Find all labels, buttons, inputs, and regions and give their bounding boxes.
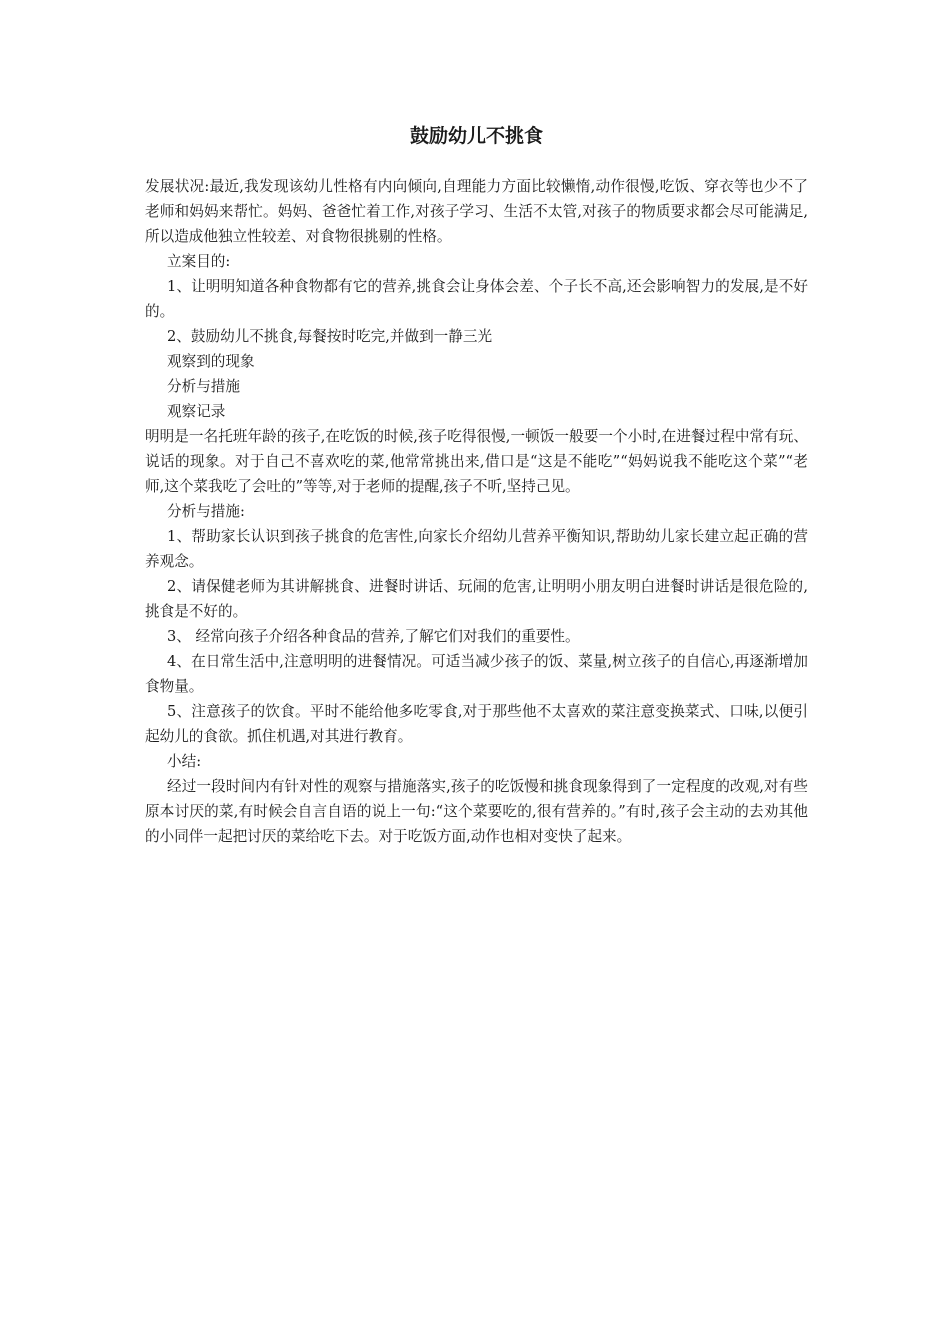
paragraph-observation-body: 明明是一名托班年龄的孩子,在吃饭的时候,孩子吃得很慢,一顿饭一般要一个小时,在进餐过程中常有玩、说话的现象。对于自己不喜欢吃的菜,他常常挑出来,借口是“这是不能吃”“妈妈说我不能吃这个菜”“老师,这个菜我吃了会吐的”等等,对于老师的提醒,孩子不听,坚持己见。 [145,428,808,495]
paragraph-measure-5: 5、注意孩子的饮食。平时不能给他多吃零食,对于那些他不太喜欢的菜注意变换菜式、口味,以便引起幼儿的食欲。抓住机遇,对其进行教育。 [145,703,808,745]
document-body [145,174,808,849]
document-title: 鼓励幼儿不挑食 [409,125,543,147]
paragraph-purpose-2: 2、鼓励幼儿不挑食,每餐按时吃完,并做到一静三光 [167,328,493,345]
paragraph-summary-heading: 小结: [167,753,202,770]
paragraph-summary-body: 经过一段时间内有针对性的观察与措施落实,孩子的吃饭慢和挑食现象得到了一定程度的改观,对有些原本讨厌的菜,有时候会自言自语的说上一句:“这个菜要吃的,很有营养的。”有时,孩子会主动的去劝其他的小同伴一起把讨厌的菜给吃下去。对于吃饭方面,动作也相对变快了起来。 [145,778,808,845]
paragraph-purpose-heading: 立案目的: [167,253,231,270]
paragraph-measure-4: 4、在日常生活中,注意明明的进餐情况。可适当减少孩子的饭、菜量,树立孩子的自信心,再逐渐增加食物量。 [145,653,808,695]
paragraph-measure-3: 3、 经常向孩子介绍各种食品的营养,了解它们对我们的重要性。 [167,628,580,645]
paragraph-measure-2: 2、请保健老师为其讲解挑食、进餐时讲话、玩闹的危害,让明明小朋友明白进餐时讲话是很危险的,挑食是不好的。 [145,578,808,620]
paragraph-purpose-1: 1、让明明知道各种食物都有它的营养,挑食会让身体会差、个子长不高,还会影响智力的发展,是不好的。 [145,278,808,320]
paragraph-development-status: 发展状况:最近,我发现该幼儿性格有内向倾向,自理能力方面比较懒惰,动作很慢,吃饭、穿衣等也少不了老师和妈妈来帮忙。妈妈、爸爸忙着工作,对孩子学习、生活不太管,对孩子的物质要求都会尽可能满足,所以造成他独立性较差、对食物很挑剔的性格。 [145,178,808,245]
paragraph-observed-phenomenon: 观察到的现象 [167,353,255,370]
paragraph-observation-record: 观察记录 [167,403,226,420]
paragraph-analysis-heading: 分析与措施 [167,378,240,395]
paragraph-measures-heading: 分析与措施: [167,503,245,520]
paragraph-measure-1: 1、帮助家长认识到孩子挑食的危害性,向家长介绍幼儿营养平衡知识,帮助幼儿家长建立起正确的营养观念。 [145,528,808,570]
